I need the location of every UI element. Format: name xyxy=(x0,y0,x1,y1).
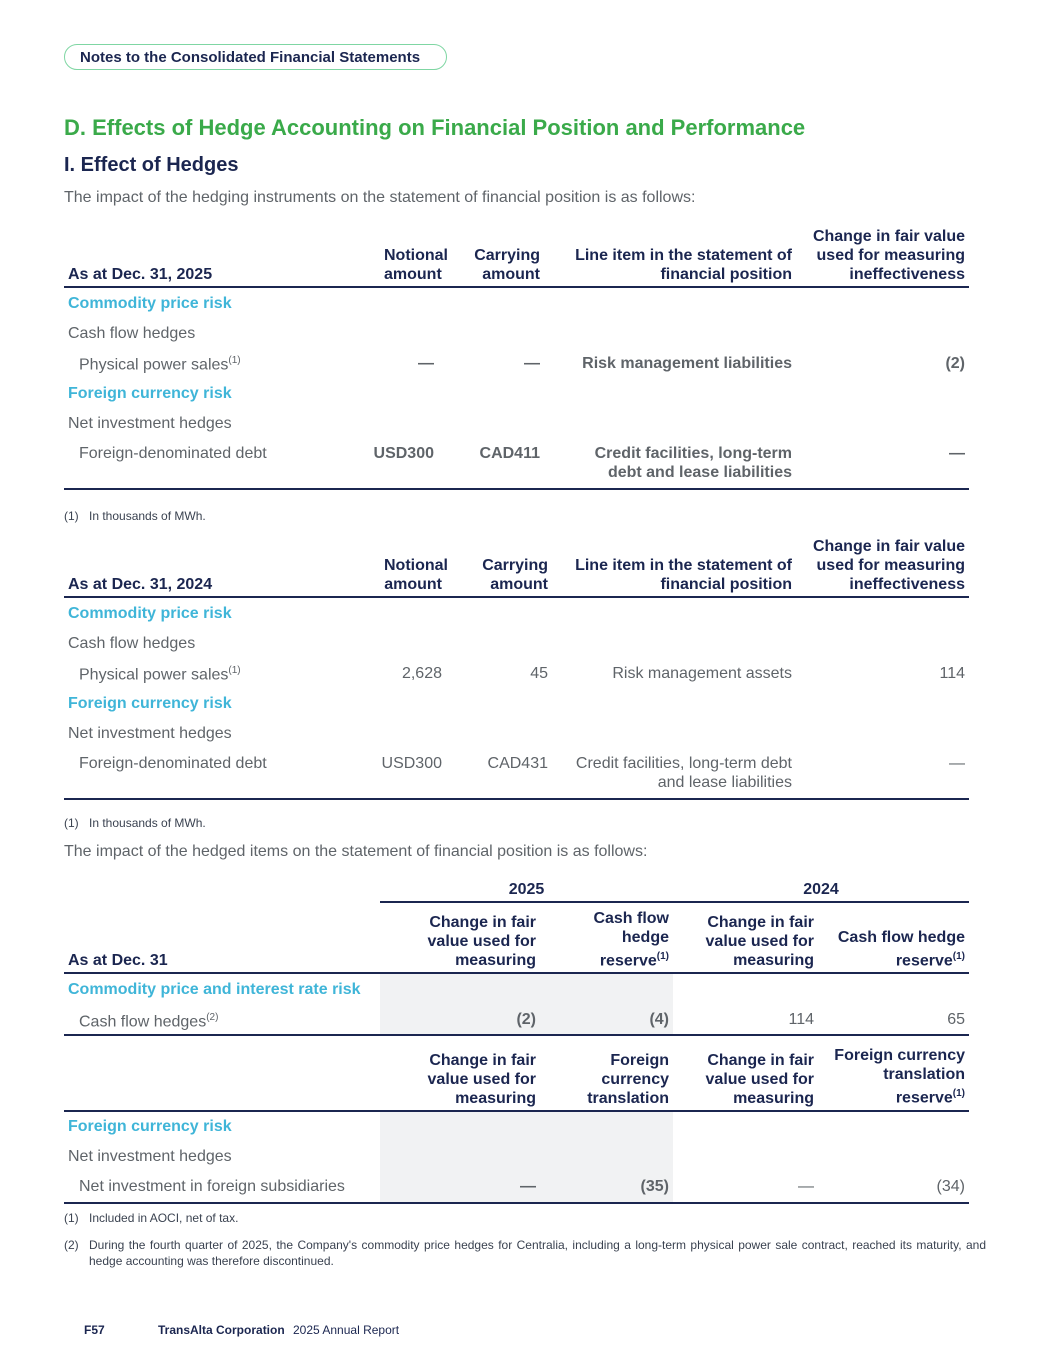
table-header-row xyxy=(64,227,969,287)
table-row xyxy=(64,378,969,408)
footnote-ref: (1) xyxy=(228,355,241,367)
table-row xyxy=(64,973,969,1004)
subcategory-label: Cash flow hedges xyxy=(68,634,196,652)
row-label: Net investment in foreign subsidiaries xyxy=(64,1172,380,1203)
footnote-aoci: (1) Included in AOCI, net of tax. xyxy=(64,1211,239,1225)
col-2025-fx-translation: Foreign currency translation xyxy=(540,1035,673,1110)
col-notional: Notional amount xyxy=(324,227,438,287)
footer-company: TransAlta Corporation xyxy=(158,1323,285,1337)
table-row xyxy=(64,597,969,628)
cell-change: — xyxy=(796,748,969,799)
subcategory-label: Cash flow hedges xyxy=(68,324,196,342)
cell-2025-reserve: (35) xyxy=(540,1172,673,1203)
hedging-instruments-2025-table xyxy=(64,227,969,490)
cell-carrying: 45 xyxy=(530,664,548,682)
subcategory-label: Net investment hedges xyxy=(68,1148,232,1166)
col-2024-change-fx: Change in fair value used for measuring xyxy=(673,1035,818,1110)
col-change: Change in fair value used for measuring ineffectiveness xyxy=(796,227,969,287)
col-2024-fx-reserve: Foreign currency translation reserve xyxy=(834,1047,965,1107)
cell-carrying: — xyxy=(524,354,540,372)
section-title: D. Effects of Hedge Accounting on Financial Position and Performance xyxy=(64,115,806,140)
table-row xyxy=(64,688,969,718)
subcategory-label: Net investment hedges xyxy=(68,414,232,432)
table-row xyxy=(64,658,969,688)
col-as-at: As at Dec. 31 xyxy=(64,902,380,973)
table-row xyxy=(64,628,969,658)
row-label: Physical power sales xyxy=(79,666,229,684)
cell-notional: USD300 xyxy=(324,438,438,489)
col-line-item: Line item in the statement of financial position xyxy=(552,537,796,597)
hedged-items-table xyxy=(64,880,969,1204)
cell-notional: USD300 xyxy=(324,748,446,799)
col-2025-cfh-reserve: Cash flow hedge reserve xyxy=(593,910,669,970)
table-row xyxy=(64,1111,969,1142)
table-row xyxy=(64,1172,969,1203)
cell-2025-reserve: (4) xyxy=(540,1004,673,1035)
cell-2025-change: (2) xyxy=(380,1004,540,1035)
table-row xyxy=(64,287,969,318)
cell-2024-reserve: 65 xyxy=(818,1004,969,1035)
table-row: Cash flow hedges$^{(2)}$ (2) (4) 114 65 xyxy=(64,1004,969,1035)
col-carrying: Carrying amount xyxy=(446,537,552,597)
col-2025-change-fx: Change in fair value used for measuring xyxy=(380,1035,540,1110)
col-as-at: As at Dec. 31, 2024 xyxy=(64,537,324,597)
cell-2024-reserve: (34) xyxy=(818,1172,969,1203)
row-label: Cash flow hedges xyxy=(79,1012,207,1030)
table-row xyxy=(64,408,969,438)
table-row xyxy=(64,748,969,799)
table-row xyxy=(64,348,969,378)
table-row xyxy=(64,718,969,748)
table-header-row: As at Dec. 31 Change in fair value used for measuring Cash flow hedge reserve$^{(1)}$ Change in fair value used for measuring Cash flow hedge reserve$^{(1)}$ xyxy=(64,902,969,973)
row-label: Foreign-denominated debt xyxy=(64,748,324,799)
col-2024-cfh-reserve: Cash flow hedge reserve xyxy=(837,929,965,970)
cell-line-item: Risk management liabilities xyxy=(582,354,792,372)
cell-line-item: Credit facilities, long-term debt and lease liabilities xyxy=(544,438,796,489)
table-header-row: Change in fair value used for measuring Foreign currency translation Change in fair value used for measuring Foreign currency translation reserve$^{(1)}$ xyxy=(64,1035,969,1110)
category-label: Foreign currency risk xyxy=(68,1118,232,1136)
footnote-mwh-2025: (1) In thousands of MWh. xyxy=(64,509,206,523)
footnote-ref: (1) xyxy=(228,665,241,677)
year-2025: 2025 xyxy=(380,880,673,902)
col-line-item: Line item in the statement of financial position xyxy=(544,227,796,287)
category-label: Commodity price risk xyxy=(68,604,232,622)
intro-hedged-items: The impact of the hedged items on the statement of financial position is as follows: xyxy=(64,843,648,860)
category-label: Foreign currency risk xyxy=(68,384,232,402)
col-carrying: Carrying amount xyxy=(438,227,544,287)
col-notional: Notional amount xyxy=(324,537,446,597)
cell-2024-change: 114 xyxy=(673,1004,818,1035)
category-label: Commodity price risk xyxy=(68,294,232,312)
cell-line-item: Risk management assets xyxy=(612,664,792,682)
cell-change: (2) xyxy=(945,354,965,372)
cell-notional: — xyxy=(418,354,434,372)
footer-report: 2025 Annual Report xyxy=(293,1323,400,1337)
cell-change: — xyxy=(796,438,969,489)
footnote-mwh-2024: (1) In thousands of MWh. xyxy=(64,816,206,830)
cell-carrying: CAD431 xyxy=(446,748,552,799)
year-2024: 2024 xyxy=(673,880,969,902)
section-tag: Notes to the Consolidated Financial Statements xyxy=(64,44,447,70)
cell-notional: 2,628 xyxy=(401,664,442,682)
cell-2025-change: — xyxy=(380,1172,540,1203)
cell-carrying: CAD411 xyxy=(438,438,544,489)
subsection-title: I. Effect of Hedges xyxy=(64,154,239,176)
intro-instruments: The impact of the hedging instruments on the statement of financial position is as follows: xyxy=(64,189,696,206)
footnote-centralia: (2) During the fourth quarter of 2025, the Company's commodity price hedges for Centralia, including a long-term physical power sale contract, reached its maturity, and hedge accounting was therefore discontinued. xyxy=(64,1238,986,1268)
table-header-row xyxy=(64,537,969,597)
col-as-at: As at Dec. 31, 2025 xyxy=(64,227,324,287)
row-label: Physical power sales xyxy=(79,356,229,374)
category-label: Foreign currency risk xyxy=(68,694,232,712)
col-change: Change in fair value used for measuring ineffectiveness xyxy=(796,537,969,597)
cell-line-item: Credit facilities, long-term debt and lease liabilities xyxy=(552,748,796,799)
year-header-row xyxy=(64,880,969,902)
table-row xyxy=(64,1142,969,1172)
hedging-instruments-2024-table xyxy=(64,537,969,800)
col-2025-change: Change in fair value used for measuring xyxy=(380,902,540,973)
table-row xyxy=(64,318,969,348)
cell-2024-change: — xyxy=(673,1172,818,1203)
table-row xyxy=(64,438,969,489)
subcategory-label: Net investment hedges xyxy=(68,724,232,742)
category-label: Commodity price and interest rate risk xyxy=(68,980,361,998)
col-2024-change: Change in fair value used for measuring xyxy=(673,902,818,973)
page-number: F57 xyxy=(84,1323,105,1337)
row-label: Foreign-denominated debt xyxy=(64,438,324,489)
cell-change: 114 xyxy=(939,664,965,682)
